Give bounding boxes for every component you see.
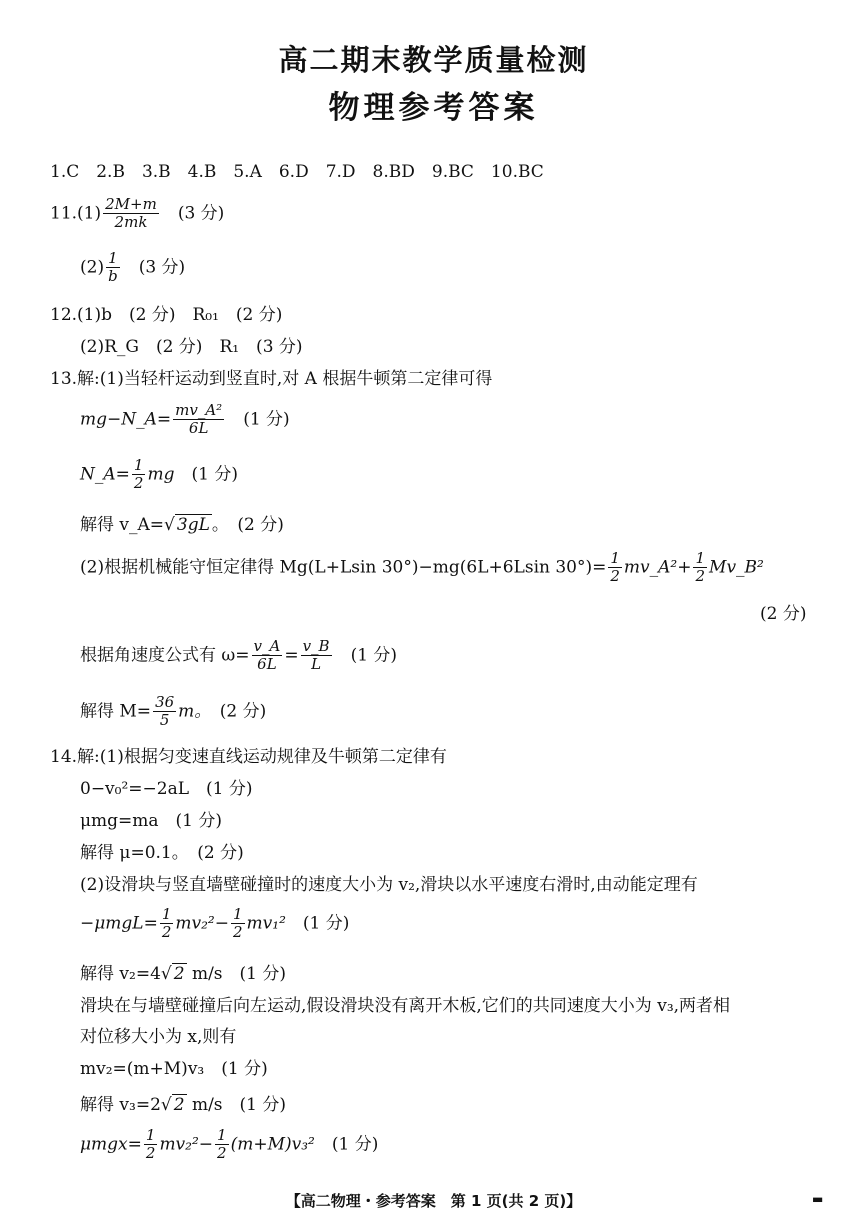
q13-eq1-score: (1 分) <box>243 409 290 430</box>
q13-omega <box>80 638 397 674</box>
q13-res1-left: 解得 v_A=√ <box>80 515 175 535</box>
fraction-numerator: 1 <box>145 1126 156 1144</box>
q13-part2 <box>80 550 764 586</box>
fraction-denominator: b <box>108 267 118 286</box>
fraction-numerator: 1 <box>610 549 620 567</box>
q14-eq5 <box>80 1127 378 1163</box>
choice-answers: 1.C 2.B 3.B 4.B 5.A 6.D 7.D 8.BD 9.BC 10.BC <box>50 162 544 182</box>
q14-eq3 <box>80 906 349 942</box>
fraction-denominator: 2mk <box>114 213 148 232</box>
q13-result1 <box>80 515 284 536</box>
q13-eq2 <box>80 457 238 493</box>
q13-eq1 <box>80 402 290 438</box>
q14-eq3-end: mv₁² <box>246 913 286 934</box>
q13-eq2-left: N_A= <box>80 464 130 485</box>
q13-eq1-fraction <box>173 402 224 438</box>
q14-res3-radicand: 2 <box>173 1095 185 1115</box>
fraction-denominator: 2 <box>145 1144 156 1163</box>
q11-part1 <box>50 196 224 232</box>
q12-line2: (2)R_G (2 分) R₁ (3 分) <box>80 337 303 357</box>
q14-eq5-fraction1 <box>144 1127 158 1163</box>
q13-p2-mid: mv_A²+ <box>623 557 692 578</box>
q14-intro: 14.解:(1)根据匀变速直线运动规律及牛顿第二定律有 <box>50 747 447 767</box>
q11-p2-score: (3 分) <box>138 257 186 278</box>
fraction-numerator: 1 <box>232 905 243 923</box>
fraction-numerator: 36 <box>155 693 175 711</box>
q13-result2 <box>80 694 266 730</box>
q13-res1-score: (2 分) <box>237 515 284 535</box>
fraction-denominator: 5 <box>159 711 170 730</box>
q13-p2-text: (2)根据机械能守恒定律得 Mg(L+Lsin 30°)−mg(6L+6Lsin 30°)= <box>80 557 607 578</box>
q13-res1-right: 。 <box>211 515 221 535</box>
q14-res2-right: m/s (1 分) <box>186 964 287 984</box>
q12-line1: 12.(1)b (2 分) R₀₁ (2 分) <box>50 305 283 325</box>
fraction-denominator: 6L <box>257 655 277 674</box>
q13-eq2-fraction <box>132 457 146 493</box>
q13-omega-fraction2 <box>301 638 332 674</box>
fraction-numerator: v_A <box>253 637 281 655</box>
q14-eq3-fraction1 <box>160 906 174 942</box>
fraction-denominator: 2 <box>695 567 706 586</box>
fraction-denominator: 6L <box>188 419 209 438</box>
q13-omega-mid: = <box>284 645 299 666</box>
q13-omega-fraction1 <box>252 638 283 674</box>
q14-result2 <box>80 964 286 985</box>
q13-eq1-left: mg−N_A= <box>80 409 172 430</box>
q13-p2-fraction1 <box>608 550 622 586</box>
q14-eq4: mv₂=(m+M)v₃ (1 分) <box>80 1059 268 1079</box>
q14-eq5-left: μmgx= <box>80 1134 142 1155</box>
page-footer: 【高二物理・参考答案 第 1 页(共 2 页)】 <box>285 1192 582 1210</box>
q11-part2 <box>80 250 185 286</box>
q13-eq2-score: (1 分) <box>191 464 238 485</box>
fraction-denominator: 2 <box>610 567 620 586</box>
q13-res2-left: 解得 M= <box>80 701 152 722</box>
q13-res2-right: m。 <box>178 701 203 722</box>
q14-eq5-score: (1 分) <box>331 1134 379 1155</box>
q13-res1-radicand: 3gL <box>176 515 210 535</box>
q11-p1-score: (3 分) <box>177 203 225 224</box>
fraction-denominator: L <box>311 655 322 674</box>
fraction-numerator: 1 <box>133 456 144 474</box>
q14-eq3-mid: mv₂²− <box>175 913 229 934</box>
fraction-numerator: mv_A² <box>175 401 223 419</box>
q14-eq2: μmg=ma (1 分) <box>80 811 223 831</box>
page-title: 高二期末教学质量检测 <box>278 43 589 77</box>
q14-paragraph-line1: 滑块在与墙壁碰撞后向左运动,假设滑块没有离开木板,它们的共同速度大小为 v₃,两者相 <box>80 996 731 1016</box>
q13-omega-left: 根据角速度公式有 ω= <box>80 645 250 666</box>
q13-p2-end: Mv_B² <box>709 557 764 578</box>
fraction-denominator: 2 <box>232 923 243 942</box>
fraction-numerator: 1 <box>161 905 172 923</box>
q11-p1-prefix: 11.(1) <box>50 203 102 224</box>
q13-p2-fraction2 <box>693 550 707 586</box>
q13-eq2-right: mg <box>147 464 175 485</box>
q11-p2-fraction <box>106 250 120 286</box>
fraction-numerator: v_B <box>302 637 330 655</box>
q14-res2-radicand: 2 <box>173 964 185 984</box>
q14-res2-left: 解得 v₂=4√ <box>80 964 172 984</box>
q13-p2-score: (2 分) <box>760 604 807 624</box>
q14-eq5-end: (m+M)v₃² <box>230 1134 315 1155</box>
fraction-denominator: 2 <box>217 1144 227 1163</box>
q11-p2-prefix: (2) <box>80 257 105 278</box>
q14-eq1: 0−v₀²=−2aL (1 分) <box>80 779 253 799</box>
fraction-denominator: 2 <box>161 923 172 942</box>
q11-p1-fraction <box>103 196 159 232</box>
q13-res2-fraction <box>153 694 176 730</box>
page-subtitle: 物理参考答案 <box>328 90 539 126</box>
q14-eq3-fraction2 <box>231 906 245 942</box>
fraction-numerator: 1 <box>217 1126 227 1144</box>
q14-res3-left: 解得 v₃=2√ <box>80 1095 172 1115</box>
fraction-numerator: 1 <box>106 250 120 268</box>
q14-paragraph-line2: 对位移大小为 x,则有 <box>80 1027 237 1047</box>
q13-res2-score: (2 分) <box>219 701 267 722</box>
q14-eq5-mid: mv₂²− <box>159 1134 214 1155</box>
q13-intro: 13.解:(1)当轻杆运动到竖直时,对 A 根据牛顿第二定律可得 <box>50 369 493 389</box>
q14-eq5-fraction2 <box>215 1127 229 1163</box>
corner-mark: ▬ <box>812 1192 824 1206</box>
q13-omega-score: (1 分) <box>350 645 398 666</box>
fraction-numerator: 1 <box>695 549 706 567</box>
q14-eq3-score: (1 分) <box>302 913 350 934</box>
q14-result1: 解得 μ=0.1。 (2 分) <box>80 843 244 863</box>
fraction-numerator: 2M+m <box>105 195 157 213</box>
q14-result3 <box>80 1095 286 1116</box>
q14-eq3-left: −μmgL= <box>80 913 158 934</box>
q14-res3-right: m/s (1 分) <box>186 1095 287 1115</box>
fraction-denominator: 2 <box>133 474 144 493</box>
q14-part2: (2)设滑块与竖直墙壁碰撞时的速度大小为 v₂,滑块以水平速度右滑时,由动能定理有 <box>80 875 698 895</box>
